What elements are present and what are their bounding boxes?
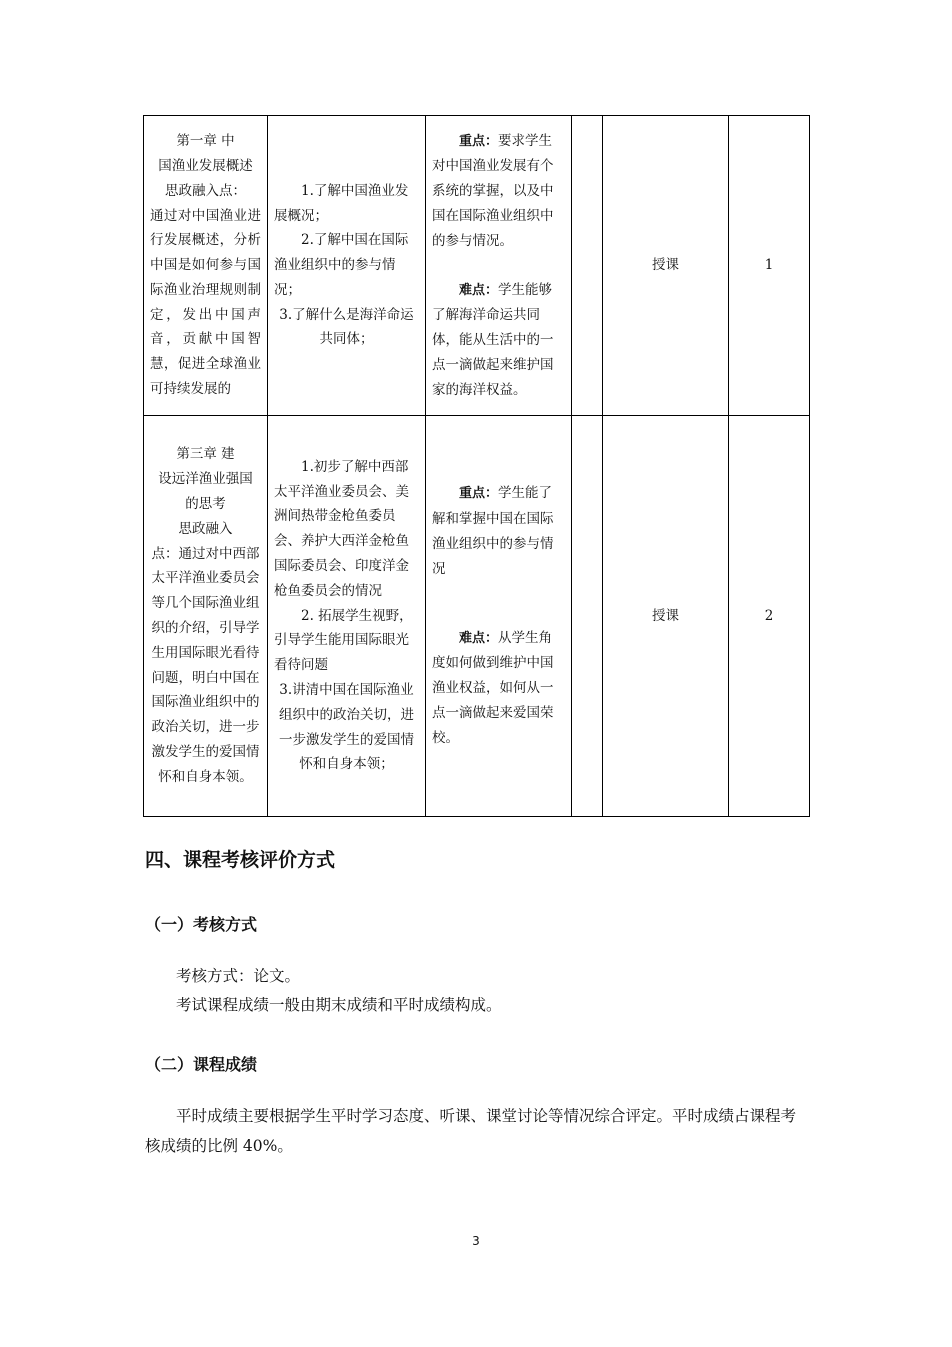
table-row xyxy=(144,416,810,817)
teaching-method-cell: 授课 xyxy=(603,416,729,817)
table-row xyxy=(144,116,810,416)
empty-cell xyxy=(572,116,603,416)
key-points-cell xyxy=(426,116,572,416)
key-points-cell xyxy=(426,416,572,817)
chapter-title-line: 国渔业发展概述 xyxy=(158,157,253,174)
key-point-text: 学生能了解和掌握中国在国际渔业组织中的参与情况 xyxy=(432,485,554,577)
chapter-title-line: 第三章 建 xyxy=(176,446,235,463)
chapter-title-line: 的思考 xyxy=(185,496,226,513)
empty-cell xyxy=(572,416,603,817)
objective-item: 3.讲清中国在国际渔业组织中的政治关切，进一步激发学生的爱国情怀和自身本领； xyxy=(279,681,414,773)
page-number: 3 xyxy=(472,1234,480,1248)
ideology-text: 通过对中国渔业进行发展概述，分析中国是如何参与国际渔业治理规则制定，发出中国声音，贡献中国智慧，促进全球渔业可持续发展的 xyxy=(150,207,261,398)
key-point-label: 重点： xyxy=(459,486,499,502)
difficulty-label: 难点： xyxy=(459,630,499,646)
chapter-cell xyxy=(144,416,268,817)
objectives-cell xyxy=(268,416,426,817)
objective-item: 2. 拓展学生视野，引导学生能用国际眼光看待问题 xyxy=(274,607,413,674)
difficulty-text: 从学生角度如何做到维护中国渔业权益，如何从一点一滴做起来爱国荣校。 xyxy=(432,629,554,746)
subsection-heading: （二）课程成绩 xyxy=(145,1055,258,1074)
difficulty-label: 难点： xyxy=(459,282,499,298)
chapter-title-line: 设远洋渔业强国 xyxy=(158,471,253,488)
chapter-cell xyxy=(144,116,268,416)
chapter-title-line: 第一章 中 xyxy=(176,133,235,150)
grade-paragraph: 平时成绩主要根据学生平时学习态度、听课、课堂讨论等情况综合评定。平时成绩占课程考核成绩的比例 40%。 xyxy=(145,1107,797,1155)
class-hours-cell: 2 xyxy=(729,416,810,817)
key-point-label: 重点： xyxy=(459,133,499,149)
objective-item: 1.初步了解中西部太平洋渔业委员会、美洲间热带金枪鱼委员会、养护大西洋金枪鱼国际委员会、印度洋金枪鱼委员会的情况 xyxy=(274,458,409,599)
grade-composition-text: 考试课程成绩一般由期末成绩和平时成绩构成。 xyxy=(176,996,502,1014)
ideology-text: 点：通过对中西部太平洋渔业委员会等几个国际渔业组织的介绍，引导学生用国际眼光看待问题，明白中国在国际渔业组织中的政治关切，进一步激发学生的爱国情怀和自身本领。 xyxy=(151,545,260,785)
subsection-heading: （一）考核方式 xyxy=(145,915,258,934)
difficulty-text: 学生能够了解海洋命运共同体，能从生活中的一点一滴做起来维护国家的海洋权益。 xyxy=(432,281,554,398)
objective-item: 2.了解中国在国际渔业组织中的参与情况； xyxy=(274,232,409,298)
course-content-table xyxy=(143,115,810,817)
assessment-method-text: 考核方式：论文。 xyxy=(176,967,301,985)
objective-item: 3.了解什么是海洋命运共同体； xyxy=(279,306,414,348)
key-point-text: 要求学生对中国渔业发展有个系统的掌握，以及中国在国际渔业组织中的参与情况。 xyxy=(432,132,554,249)
class-hours-cell: 1 xyxy=(729,116,810,416)
ideology-label: 思政融入点： xyxy=(165,182,246,199)
objectives-cell xyxy=(268,116,426,416)
section-heading: 四、课程考核评价方式 xyxy=(145,849,336,871)
teaching-method-cell: 授课 xyxy=(603,116,729,416)
objective-item: 1.了解中国渔业发展概况； xyxy=(274,182,409,224)
ideology-label: 思政融入 xyxy=(178,520,233,537)
